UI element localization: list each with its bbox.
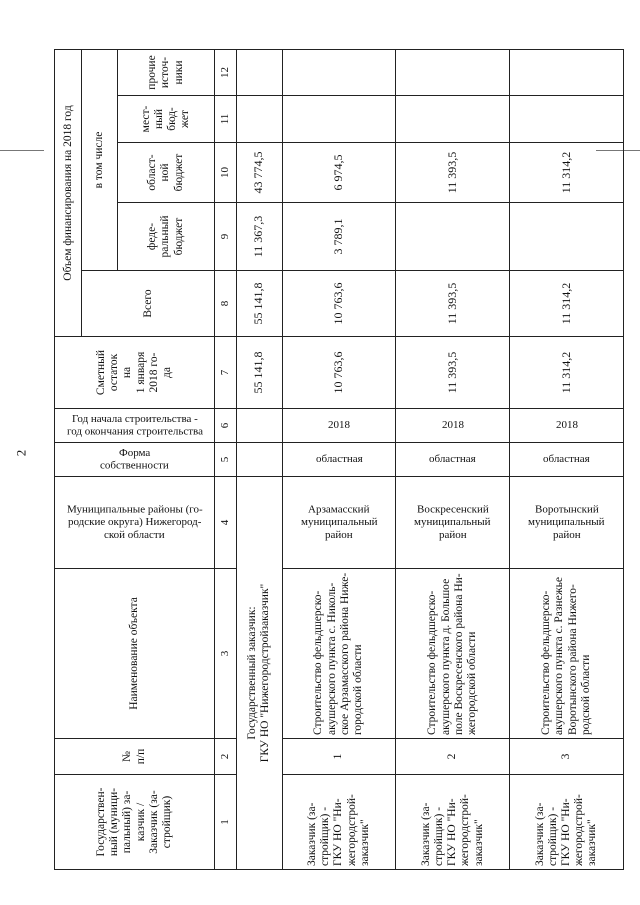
row-district: Воротынский муниципальный район [528, 503, 605, 541]
header-years: Год начала строительства - год окончания строительства [66, 412, 203, 438]
header-customer: Государствен- ный (муници- пальный) за- казчик / Заказчик (за- стройщик) [55, 775, 215, 870]
row-district: Арзамасский муниципальный район [300, 503, 378, 541]
header-ownership-cell [55, 443, 215, 477]
column-index: 7 [215, 337, 237, 409]
row-ownership-cell [510, 443, 624, 477]
row-regional: 11 314,2 [510, 143, 624, 203]
column-index: 8 [215, 271, 237, 337]
header-ownership: Форма собственности [100, 446, 170, 472]
row-federal: 3 789,1 [282, 203, 396, 271]
header-row-number: № п/п [55, 739, 215, 775]
column-index: 4 [215, 477, 237, 569]
row-other [282, 50, 396, 96]
header-financing: Объем финансирования на 2018 год [55, 50, 82, 337]
row-number: 2 [396, 739, 510, 775]
row-local [282, 96, 396, 143]
column-index: 3 [215, 569, 237, 739]
row-object-name: Строительство фельдшерско- акушерского пункта д. Большое поле Воскресенского района Ни- жегородской области [396, 569, 510, 739]
header-districts-cell [55, 477, 215, 569]
row-other [396, 50, 510, 96]
row-federal [396, 203, 510, 271]
column-index: 1 [215, 775, 237, 870]
table-row [396, 50, 510, 870]
row-object-name: Строительство фельдшерско- акушерского пункта с. Николь- ское Арзамасского района Ниже- городской области [282, 569, 396, 739]
empty-cell [237, 50, 283, 96]
column-index: 10 [215, 143, 237, 203]
column-index: 2 [215, 739, 237, 775]
financing-table-sheet [54, 50, 624, 870]
column-index: 12 [215, 50, 237, 96]
row-local [510, 96, 624, 143]
row-ownership: областная [429, 453, 477, 466]
row-customer: Заказчик (за- стройщик) - ГКУ НО "Ни- жегородстрой- заказчик" [396, 775, 510, 870]
row-district-cell [282, 477, 396, 569]
row-years-cell [282, 409, 396, 443]
row-years: 2018 [441, 419, 464, 432]
column-index: 11 [215, 96, 237, 143]
header-estimate-balance: Сметный остаток на 1 января 2018 го- да [55, 337, 215, 409]
table-row [282, 50, 396, 870]
row-years: 2018 [555, 419, 578, 432]
header-other: прочие источ- ники [117, 50, 215, 96]
row-total: 10 763,6 [282, 271, 396, 337]
row-customer: Заказчик (за- стройщик) - ГКУ НО "Ни- жегородстрой- заказчик" [282, 775, 396, 870]
group-label: Государственный заказчик: ГКУ НО "Нижегородстройзаказчик" [237, 477, 283, 870]
row-estimate: 11 314,2 [510, 337, 624, 409]
column-index: 6 [215, 409, 237, 443]
header-local: мест- ный бюд- жет [117, 96, 215, 143]
header-object-name: Наименование объекта [55, 569, 215, 739]
row-years-cell [396, 409, 510, 443]
page-number: 2 [13, 449, 29, 457]
financing-table [54, 49, 624, 870]
column-index: 5 [215, 443, 237, 477]
row-estimate: 10 763,6 [282, 337, 396, 409]
header-including: в том числе [82, 50, 117, 271]
group-federal: 11 367,3 [237, 203, 283, 271]
row-ownership-cell [282, 443, 396, 477]
row-other [510, 50, 624, 96]
header-federal: феде- ральный бюджет [117, 203, 215, 271]
header-districts: Муниципальные районы (го- родские округа) Нижегород- ской области [66, 503, 203, 541]
row-ownership: областная [543, 453, 590, 466]
header-total: Всего [82, 271, 215, 337]
row-years-cell [510, 409, 624, 443]
row-number: 3 [510, 739, 624, 775]
row-total: 11 393,5 [396, 271, 510, 337]
row-ownership-cell [396, 443, 510, 477]
row-customer: Заказчик (за- стройщик) - ГКУ НО "Ни- жегородстрой- заказчик" [510, 775, 624, 870]
row-regional: 11 393,5 [396, 143, 510, 203]
row-local [396, 96, 510, 143]
table-row [510, 50, 624, 870]
group-total: 55 141,8 [237, 271, 283, 337]
row-district: Воскресенский муниципальный район [414, 503, 491, 541]
row-regional: 6 974,5 [282, 143, 396, 203]
group-estimate: 55 141,8 [237, 337, 283, 409]
row-district-cell [396, 477, 510, 569]
group-regional: 43 774,5 [237, 143, 283, 203]
row-estimate: 11 393,5 [396, 337, 510, 409]
empty-cell [237, 409, 283, 443]
row-ownership: областная [315, 453, 363, 466]
group-row [237, 50, 283, 870]
row-district-cell [510, 477, 624, 569]
row-total: 11 314,2 [510, 271, 624, 337]
row-federal [510, 203, 624, 271]
empty-cell [237, 443, 283, 477]
column-index: 9 [215, 203, 237, 271]
row-number: 1 [282, 739, 396, 775]
empty-cell [237, 96, 283, 143]
row-years: 2018 [327, 419, 350, 432]
row-object-name: Строительство фельдшерско- акушерского пункта с. Разнежье Воротынского района Нижего- родской области [510, 569, 624, 739]
header-regional: област- ной бюджет [117, 143, 215, 203]
header-years-cell [55, 409, 215, 443]
